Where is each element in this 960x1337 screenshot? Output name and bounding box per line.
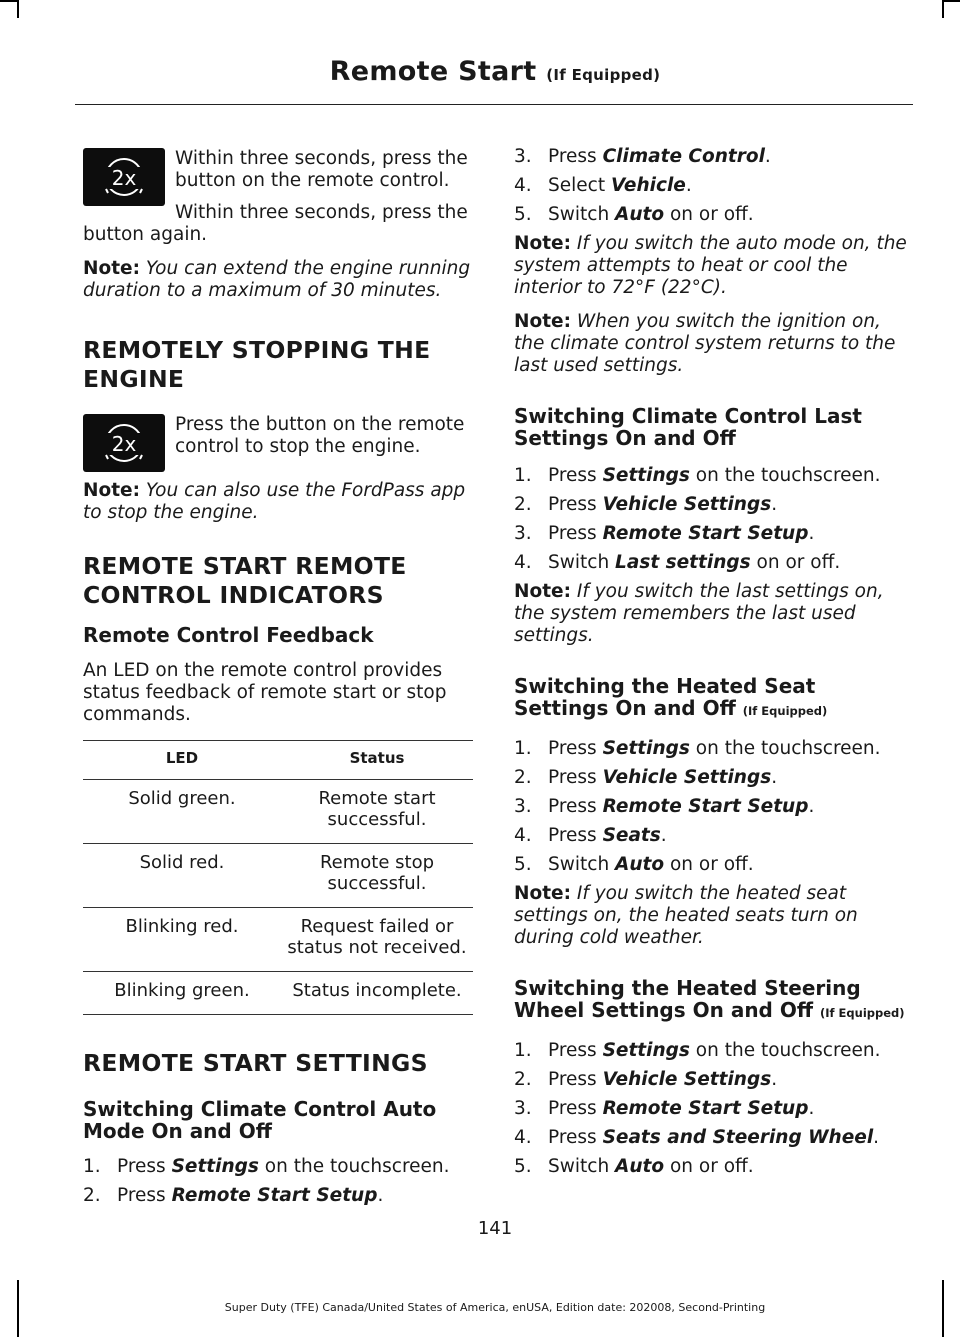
step-text: .: [873, 1127, 880, 1148]
page-title: [0, 56, 960, 87]
note-2: [83, 480, 475, 524]
step-text: Press: [548, 738, 603, 759]
heated-wheel-steps-list: [514, 1040, 909, 1178]
step-emphasis: Vehicle Settings: [602, 1069, 772, 1090]
step-emphasis: Auto: [615, 204, 665, 225]
note-label: Note:: [514, 311, 571, 332]
step-number: 3.: [514, 796, 532, 817]
note-label: Note:: [514, 581, 571, 602]
step-text: Press: [548, 767, 603, 788]
step-text: on the touchscreen.: [258, 1156, 450, 1177]
stop-press-twice-icon: [83, 414, 165, 472]
table-row: [83, 780, 473, 844]
crop-mark: [0, 0, 18, 2]
list-item: [514, 738, 909, 760]
table-cell-status: Status incomplete.: [281, 972, 473, 1015]
table-cell-led: Blinking red.: [83, 908, 281, 972]
step-emphasis: Settings: [602, 465, 690, 486]
subheading-text: Switching the Heated Steering Wheel Settings On and Off: [514, 976, 861, 1022]
climate-steps-list-continued: [514, 146, 909, 226]
step-text: .: [771, 494, 778, 515]
list-item: [514, 796, 909, 818]
step-text: Press: [548, 1127, 603, 1148]
step-number: 2.: [514, 767, 532, 788]
step-number: 1.: [514, 1040, 532, 1061]
list-item: [514, 854, 909, 876]
step-text: Press: [548, 1069, 603, 1090]
step-text: .: [808, 523, 815, 544]
note-label: Note:: [83, 258, 140, 279]
note-label: Note:: [83, 480, 140, 501]
step-emphasis: Last settings: [615, 552, 751, 573]
step-text: Switch: [548, 1156, 616, 1177]
step-text: Select: [548, 175, 611, 196]
last-settings-steps-list: [514, 465, 909, 574]
step-emphasis: Remote Start Setup: [602, 1098, 809, 1119]
step-number: 5.: [514, 204, 532, 225]
step-emphasis: Settings: [602, 738, 690, 759]
list-item: [514, 494, 909, 516]
list-item: [514, 204, 909, 226]
step-text: Press: [548, 825, 603, 846]
subheading-heated-seat: [514, 675, 909, 722]
note-5: [514, 581, 909, 647]
step-text: .: [685, 175, 692, 196]
step-emphasis: Remote Start Setup: [602, 796, 809, 817]
table-row: [83, 972, 473, 1015]
list-item: [514, 146, 909, 168]
note-text: You can extend the engine running duration to a maximum of 30 minutes.: [83, 258, 471, 301]
step-emphasis: Auto: [615, 1156, 665, 1177]
page-number: 141: [477, 1218, 513, 1239]
step-text: Switch: [548, 854, 616, 875]
intro-text-1: Within three seconds, press the button on the remote control.: [175, 148, 468, 191]
table-cell-led: Solid green.: [83, 780, 281, 844]
step-emphasis: Climate Control: [602, 146, 765, 167]
subheading-last-settings: Switching Climate Control Last Settings On and Off: [514, 404, 862, 450]
list-item: [514, 465, 909, 487]
note-text: When you switch the ignition on, the climate control system returns to the last used settings.: [514, 311, 896, 376]
step-text: Press: [548, 146, 603, 167]
step-text: on or off.: [664, 204, 754, 225]
table-header-status: Status: [281, 741, 473, 780]
table-row: [83, 844, 473, 908]
note-text: If you switch the last settings on, the system remembers the last used settings.: [514, 581, 884, 646]
step-number: 4.: [514, 825, 532, 846]
feedback-text: An LED on the remote control provides status feedback of remote start or stop commands.: [83, 660, 447, 725]
step-emphasis: Settings: [602, 1040, 690, 1061]
subheading-climate-auto: Switching Climate Control Auto Mode On and Off: [83, 1097, 437, 1143]
step-text: Press: [548, 1040, 603, 1061]
step-number: 3.: [514, 1098, 532, 1119]
step-emphasis: Seats: [602, 825, 661, 846]
step-text: .: [771, 1069, 778, 1090]
right-column: [514, 146, 909, 1185]
step-emphasis: Remote Start Setup: [171, 1185, 378, 1206]
table-cell-status: Remote stop successful.: [281, 844, 473, 908]
press-twice-icon-graphic: [94, 155, 154, 199]
step-text: .: [808, 1098, 815, 1119]
list-item: [83, 1156, 475, 1178]
step-text: on the touchscreen.: [689, 1040, 881, 1061]
edition-footer: Super Duty (TFE) Canada/United States of America, enUSA, Edition date: 202008, Second-Printing: [224, 1301, 766, 1314]
header-divider: [75, 104, 913, 105]
step-number: 3.: [514, 523, 532, 544]
table-header-row: [83, 741, 473, 780]
list-item: [514, 1098, 909, 1120]
press-twice-icon-label: 2x: [111, 166, 137, 190]
step-number: 4.: [514, 552, 532, 573]
step-emphasis: Settings: [171, 1156, 259, 1177]
step-text: on the touchscreen.: [689, 738, 881, 759]
list-item: [514, 523, 909, 545]
list-item: [514, 175, 909, 197]
step-emphasis: Auto: [615, 854, 665, 875]
heading-stopping-line2: ENGINE: [83, 365, 185, 393]
table-cell-status: Request failed or status not received.: [281, 908, 473, 972]
climate-steps-list: [83, 1156, 475, 1207]
note-text: If you switch the auto mode on, the system attempts to heat or cool the interior to 72°F (22°C).: [514, 233, 907, 298]
note-6: [514, 883, 909, 949]
left-column: [83, 146, 475, 1214]
step-text: Press: [117, 1156, 172, 1177]
step-emphasis: Vehicle Settings: [602, 494, 772, 515]
list-item: [514, 825, 909, 847]
note-1: [83, 258, 475, 302]
table-header-led: LED: [83, 741, 281, 780]
subheading-heated-wheel: [514, 977, 909, 1024]
step-text: Press: [548, 494, 603, 515]
list-item: [83, 1185, 475, 1207]
note-3: [514, 233, 909, 299]
step-number: 2.: [83, 1185, 101, 1206]
step-number: 2.: [514, 1069, 532, 1090]
step-text: Switch: [548, 204, 616, 225]
step-number: 5.: [514, 1156, 532, 1177]
subheading-feedback: Remote Control Feedback: [83, 623, 374, 647]
page-title-suffix: (If Equipped): [546, 66, 661, 84]
step-text: .: [377, 1185, 384, 1206]
step-text: .: [660, 825, 667, 846]
table-cell-led: Blinking green.: [83, 972, 281, 1015]
step-emphasis: Vehicle Settings: [602, 767, 772, 788]
heading-settings: REMOTE START SETTINGS: [83, 1049, 428, 1077]
step-number: 2.: [514, 494, 532, 515]
step-text: Press: [117, 1185, 172, 1206]
list-item: [514, 767, 909, 789]
list-item: [514, 1156, 909, 1178]
list-item: [514, 1069, 909, 1091]
note-4: [514, 311, 909, 377]
step-number: 1.: [514, 465, 532, 486]
step-text: on the touchscreen.: [689, 465, 881, 486]
step-text: on or off.: [750, 552, 841, 573]
crop-mark: [17, 0, 19, 18]
table-cell-status: Remote start successful.: [281, 780, 473, 844]
step-number: 4.: [514, 1127, 532, 1148]
step-number: 3.: [514, 146, 532, 167]
step-emphasis: Seats and Steering Wheel: [602, 1127, 874, 1148]
heated-seat-steps-list: [514, 738, 909, 876]
list-item: [514, 1040, 909, 1062]
step-text: on or off.: [664, 1156, 754, 1177]
step-text: Press: [548, 465, 603, 486]
step-text: Switch: [548, 552, 616, 573]
table-cell-led: Solid red.: [83, 844, 281, 908]
crop-mark: [942, 0, 960, 2]
step-emphasis: Remote Start Setup: [602, 523, 809, 544]
table-row: [83, 908, 473, 972]
step-text: Press: [548, 796, 603, 817]
step-text: .: [808, 796, 815, 817]
step-emphasis: Vehicle: [610, 175, 686, 196]
crop-mark: [942, 0, 944, 18]
note-label: Note:: [514, 233, 571, 254]
heading-stopping-line1: REMOTELY STOPPING THE: [83, 336, 431, 364]
step-number: 1.: [514, 738, 532, 759]
press-twice-icon: [83, 148, 165, 206]
stop-text: Press the button on the remote control to stop the engine.: [175, 414, 465, 457]
subheading-suffix: (If Equipped): [742, 704, 828, 718]
step-number: 4.: [514, 175, 532, 196]
step-number: 1.: [83, 1156, 101, 1177]
led-status-table: [83, 740, 473, 1015]
stop-icon-label: 2x: [111, 432, 137, 456]
step-text: on or off.: [664, 854, 754, 875]
note-text: You can also use the FordPass app to stop the engine.: [83, 480, 466, 523]
intro-text-2: Within three seconds, press the button again.: [83, 202, 468, 245]
step-text: Press: [548, 523, 603, 544]
step-number: 5.: [514, 854, 532, 875]
step-text: .: [764, 146, 771, 167]
step-text: Press: [548, 1098, 603, 1119]
note-label: Note:: [514, 883, 571, 904]
heading-indicators-line1: REMOTE START REMOTE: [83, 552, 407, 580]
subheading-suffix: (If Equipped): [820, 1006, 905, 1020]
page-title-text: Remote Start: [329, 56, 537, 87]
note-text: If you switch the heated seat settings on, the heated seats turn on during cold weather.: [514, 883, 858, 948]
step-text: .: [771, 767, 778, 788]
list-item: [514, 1127, 909, 1149]
subheading-text: Switching the Heated Seat Settings On and Off: [514, 674, 816, 720]
heading-indicators-line2: CONTROL INDICATORS: [83, 581, 384, 609]
list-item: [514, 552, 909, 574]
stop-press-twice-icon-graphic: [94, 421, 154, 465]
